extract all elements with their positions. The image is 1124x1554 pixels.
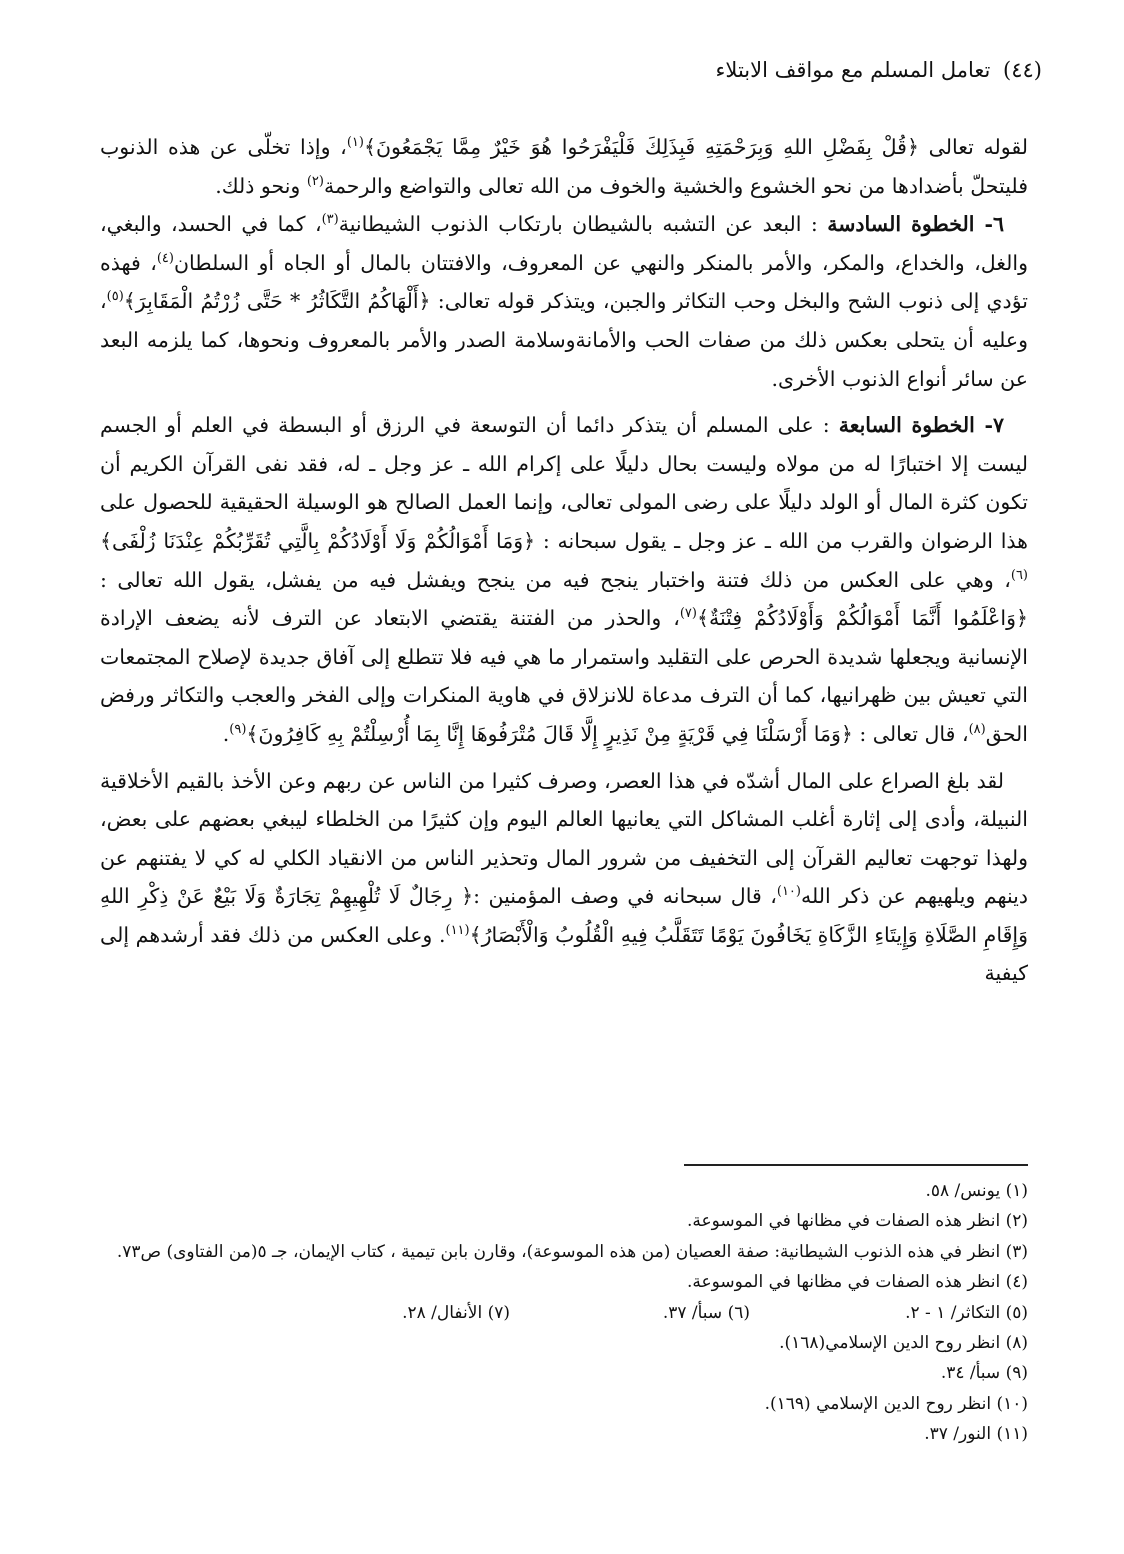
footnote-5: (٥) التكاثر/ ١ - ٢.	[905, 1302, 1028, 1323]
footnote-row-5-7	[100, 1298, 1028, 1328]
paragraph-4: لقد بلغ الصراع على المال أشدّه في هذا العصر، وصرف كثيرا من الناس عن ربهم وعن الأخذ بالقيم الأخلاقية النبيلة، وأدى إلى إثارة أغلب المشاكل التي يعانيها العالم اليوم وإن كثيرًا من الخلطاء ليبغي بعضهم على بعض، ولهذا توجهت تعاليم القرآن إلى التخفيف من شرور المال وتحذير الناس من الانقياد الكلي له كي لا يفتنهم عن دينهم ويلهيهم عن ذكر الله$^{(١٠)}$، قال سبحانه في وصف المؤمنين :﴿ رِجَالٌ لَا تُلْهِيهِمْ تِجَارَةٌ وَلَا بَيْعٌ عَنْ ذِكْرِ اللهِ وَإِقَامِ الصَّلَاةِ وَإِيتَاءِ الزَّكَاةِ يَخَافُونَ يَوْمًا تَتَقَلَّبُ فِيهِ الْقُلُوبُ وَالْأَبْصَارُ﴾$^{(١١)}$. وعلى العكس من ذلك فقد أرشدهم إلى كيفية	[100, 768, 1028, 986]
footnote-6: (٦) سبأ/ ٣٧.	[662, 1302, 750, 1323]
footnote-ref-4: (٤)	[156, 250, 174, 266]
footnote-3: (٣) انظر في هذه الذنوب الشيطانية: صفة العصيان (من هذه الموسوعة)، وقارن بابن تيمية ، كتاب الإيمان، جـ ٥(من الفتاوى) ص٧٣.	[116, 1241, 1028, 1262]
footnote-ref-10: (١٠)	[776, 884, 801, 900]
footnote-9: (٩) سبأ/ ٣٤.	[940, 1363, 1028, 1384]
main-text	[100, 128, 1028, 993]
footnote-8: (٨) انظر روح الدين الإسلامي(١٦٨).	[779, 1333, 1028, 1354]
footnote-7: (٧) الأنفال/ ٢٨.	[402, 1302, 510, 1323]
footnote-2: (٢) انظر هذه الصفات في مظانها في الموسوعة.	[686, 1211, 1028, 1232]
footnote-11: (١١) النور/ ٣٧.	[924, 1424, 1028, 1445]
book-title: تعامل المسلم مع مواقف الابتلاء	[715, 58, 991, 82]
footnote-ref-11: (١١)	[445, 923, 470, 939]
footnote-ref-6: (٦)	[1010, 567, 1028, 583]
footnotes	[100, 1176, 1028, 1450]
footnote-ref-7: (٧)	[679, 606, 697, 622]
footnote-ref-3: (٣)	[321, 212, 339, 228]
page-number: (٤٤)	[1003, 58, 1042, 82]
paragraph-1: لقوله تعالى ﴿قُلْ بِفَضْلِ اللهِ وَبِرَحْمَتِهِ فَبِذَلِكَ فَلْيَفْرَحُوا هُوَ خَيْرٌ مِمَّا يَجْمَعُونَ﴾$^{(١)}$، وإذا تخلّى عن هذه الذنوب فليتحلّ بأضدادها من نحو الخشوع والخشية والخوف من الله تعالى والتواضع والرحمة$^{(٢)}$ ونحو ذلك.	[100, 135, 1028, 198]
step-7-title: ٧- الخطوة السابعة	[838, 413, 1004, 438]
footnote-ref-5: (٥)	[106, 289, 124, 305]
paragraph-step-6: ٦- الخطوة السادسة : البعد عن التشبه بالشيطان بارتكاب الذنوب الشيطانية$^{(٣)}$، كما في الحسد، والبغي، والغل، والخداع، والمكر، والأمر بالمنكر والنهي عن المعروف، والافتتان بالمال أو الجاه أو السلطان$^{(٤)}$، فهذه تؤدي إلى ذنوب الشح والبخل وحب التكاثر والجبن، ويتذكر قوله تعالى: ﴿أَلْهَاكُمُ التَّكَاثُرُ * حَتَّى زُرْتُمُ الْمَقَابِرَ﴾$^{(٥)}$، وعليه أن يتحلى بعكس ذلك من صفات الحب والأمانةوسلامة الصدر والأمر بالمعروف ونحوها، كما يلزمه البعد عن سائر أنواع الذنوب الأخرى.	[100, 212, 1028, 391]
paragraph-step-7: ٧- الخطوة السابعة : على المسلم أن يتذكر دائما أن التوسعة في الرزق أو البسطة في العلم أو الجسم ليست إلا اختبارًا له من مولاه وليست بحال دليلًا على إكرام الله ـ عز وجل ـ له، فقد نفى القرآن الكريم أن تكون كثرة المال أو الولد دليلًا على رضى المولى تعالى، وإنما العمل الصالح هو الوسيلة الحقيقية للحصول على هذا الرضوان والقرب من الله ـ عز وجل ـ يقول سبحانه : ﴿وَمَا أَمْوَالُكُمْ وَلَا أَوْلَادُكُمْ بِالَّتِي تُقَرِّبُكُمْ عِنْدَنَا زُلْفَى﴾$^{(٦)}$، وهي على العكس من ذلك فتنة واختبار ينجح فيه من ينجح ويفشل فيه من يفشل، يقول الله تعالى :﴿وَاعْلَمُوا أَنَّمَا أَمْوَالُكُمْ وَأَوْلَادُكُمْ فِتْنَةٌ﴾$^{(٧)}$، والحذر من الفتنة يقتضي الابتعاد عن الترف لأنه يضعف الإرادة الإنسانية ويجعلها شديدة الحرص على التقليد واستمرار ما هي فيه فلا تتطلع إلى آفاق جديدة لإصلاح المجتمعات التي تعيش بين ظهرانيها، كما أن الترف مدعاة للانزلاق في هاوية المنكرات وإلى الفخر والعجب والتكاثر ورفض الحق$^{(٨)}$، قال تعالى : ﴿وَمَا أَرْسَلْنَا فِي قَرْيَةٍ مِنْ نَذِيرٍ إِلَّا قَالَ مُتْرَفُوهَا إِنَّا بِمَا أُرْسِلْتُمْ بِهِ كَافِرُونَ﴾$^{(٩)}$.	[100, 413, 1028, 746]
footnote-ref-9: (٩)	[229, 722, 247, 738]
running-header	[95, 56, 1042, 84]
footnote-4: (٤) انظر هذه الصفات في مظانها في الموسوعة.	[686, 1272, 1028, 1293]
footnote-ref-1: (١)	[346, 135, 364, 151]
footnote-separator	[684, 1164, 1028, 1166]
footnote-1: (١) يونس/ ٥٨.	[925, 1181, 1028, 1201]
footnote-10: (١٠) انظر روح الدين الإسلامي (١٦٩).	[764, 1393, 1028, 1414]
footnote-ref-2: (٢)	[306, 173, 324, 189]
step-6-title: ٦- الخطوة السادسة	[827, 212, 1004, 237]
footnote-ref-8: (٨)	[968, 722, 986, 738]
